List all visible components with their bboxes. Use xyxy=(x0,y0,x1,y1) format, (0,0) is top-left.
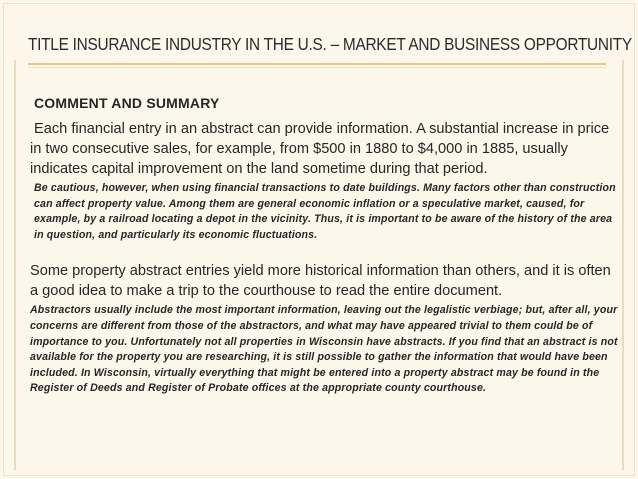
slide-body xyxy=(30,95,620,397)
paragraph-financial-entries: Each financial entry in an abstract can provide information. A substantial increase in price in two consecutive sales, for example, from $500 in 1880 to $4,000 in 1885, usually indicates capital improvement on the land sometime during that period. xyxy=(30,121,610,177)
right-decorative-rule xyxy=(622,60,624,470)
note-caution: Be cautious, however, when using financial transactions to date buildings. Many factors other than construction can affect property value. Among them are general economic inflation or a speculative market, caused, for example, by a railroad locating a depot in the vicinity. Thus, it is important to be aware of the history of the area in question, and particularly its economic fluctuations. xyxy=(34,182,616,241)
section-heading: COMMENT AND SUMMARY xyxy=(34,95,220,111)
note-abstractors: Abstractors usually include the most important information, leaving out the legalistic verbiage; but, after all, your concerns are different from those of the abstractors, and what may have appeared trivial to them could be of importance to you. Unfortunately not all properties in Wisconsin have abstracts. If you find that an abstract is not available for the property you are researching, it is still possible to gather the information that would have been included. In Wisconsin, virtually everything that might be entered into a property abstract may be found in the Register of Deeds and Register of Probate offices at the appropriate county courthouse. xyxy=(30,304,618,395)
spacer xyxy=(30,243,620,261)
left-decorative-rule xyxy=(14,60,16,470)
paragraph-abstract-entries: Some property abstract entries yield more historical information than others, and it is often a good idea to make a trip to the courthouse to read the entire document. xyxy=(30,263,611,300)
title-underline xyxy=(28,63,606,65)
slide-title: TITLE INSURANCE INDUSTRY IN THE U.S. – MARKET AND BUSINESS OPPORTUNITY xyxy=(28,34,632,54)
title-underline-secondary xyxy=(28,67,606,68)
